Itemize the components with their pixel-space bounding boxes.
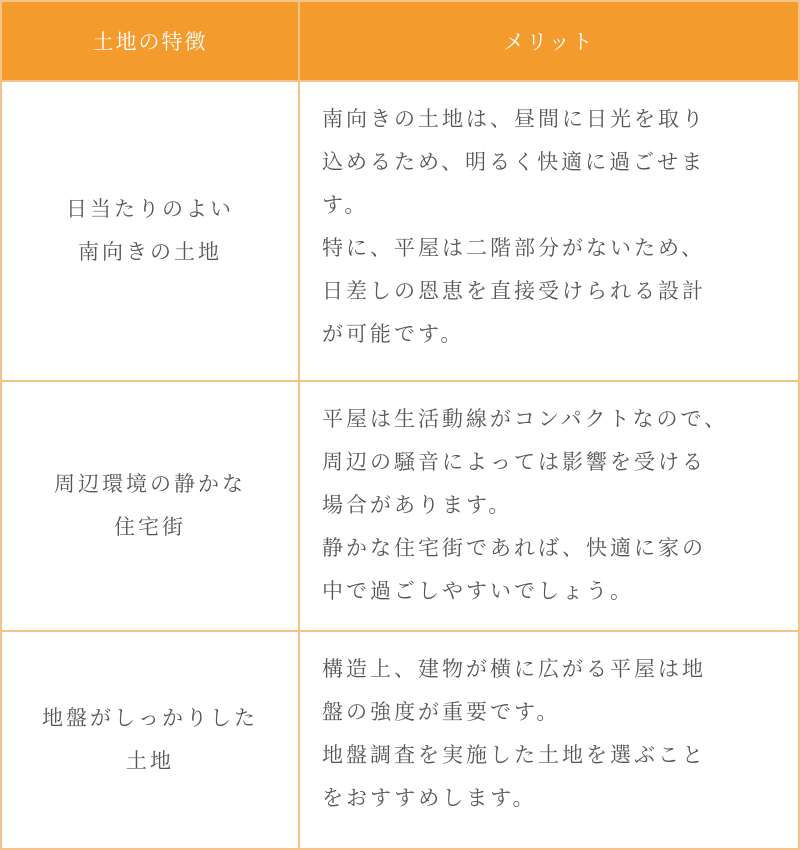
merit-line: 場合があります。: [322, 493, 513, 517]
merit-line: 地盤調査を実施した土地を選ぶこと: [322, 743, 706, 767]
feature-cell: [2, 382, 300, 630]
feature-line: 南向きの土地: [78, 240, 222, 264]
merit-line: をおすすめします。: [322, 786, 537, 810]
table-header-row: [2, 2, 798, 80]
merit-line: 南向きの土地は、昼間に日光を取り: [322, 107, 706, 131]
merit-line: 盤の強度が重要です。: [322, 700, 561, 724]
merit-line: 構造上、建物が横に広がる平屋は地: [322, 657, 706, 681]
table-row: [2, 80, 798, 380]
header-merit: メリット: [503, 30, 595, 54]
table-row: [2, 630, 798, 848]
feature-cell: [2, 82, 300, 380]
feature-line: 土地: [126, 749, 174, 773]
merit-line: 静かな住宅街であれば、快適に家の: [322, 536, 706, 560]
feature-line: 日当たりのよい: [66, 197, 234, 221]
merit-cell: [300, 82, 798, 380]
feature-line: 周辺環境の静かな: [54, 472, 246, 496]
merit-line: す。: [322, 193, 369, 217]
feature-line: 住宅街: [114, 515, 186, 539]
merit-line: が可能です。: [322, 322, 465, 346]
merit-line: 込めるため、明るく快適に過ごせま: [322, 150, 706, 174]
merit-line: 中で過ごしやすいでしょう。: [322, 579, 634, 603]
merit-line: 平屋は生活動線がコンパクトなので、: [322, 407, 729, 431]
merit-line: 周辺の騒音によっては影響を受ける: [322, 450, 706, 474]
table-row: [2, 380, 798, 630]
merit-line: 特に、平屋は二階部分がないため、: [322, 236, 706, 260]
merit-line: 日差しの恩恵を直接受けられる設計: [322, 279, 706, 303]
feature-line: 地盤がしっかりした: [42, 706, 258, 730]
merit-cell: [300, 382, 798, 630]
merit-cell: [300, 632, 798, 848]
feature-cell: [2, 632, 300, 848]
header-feature: 土地の特徴: [2, 2, 300, 80]
